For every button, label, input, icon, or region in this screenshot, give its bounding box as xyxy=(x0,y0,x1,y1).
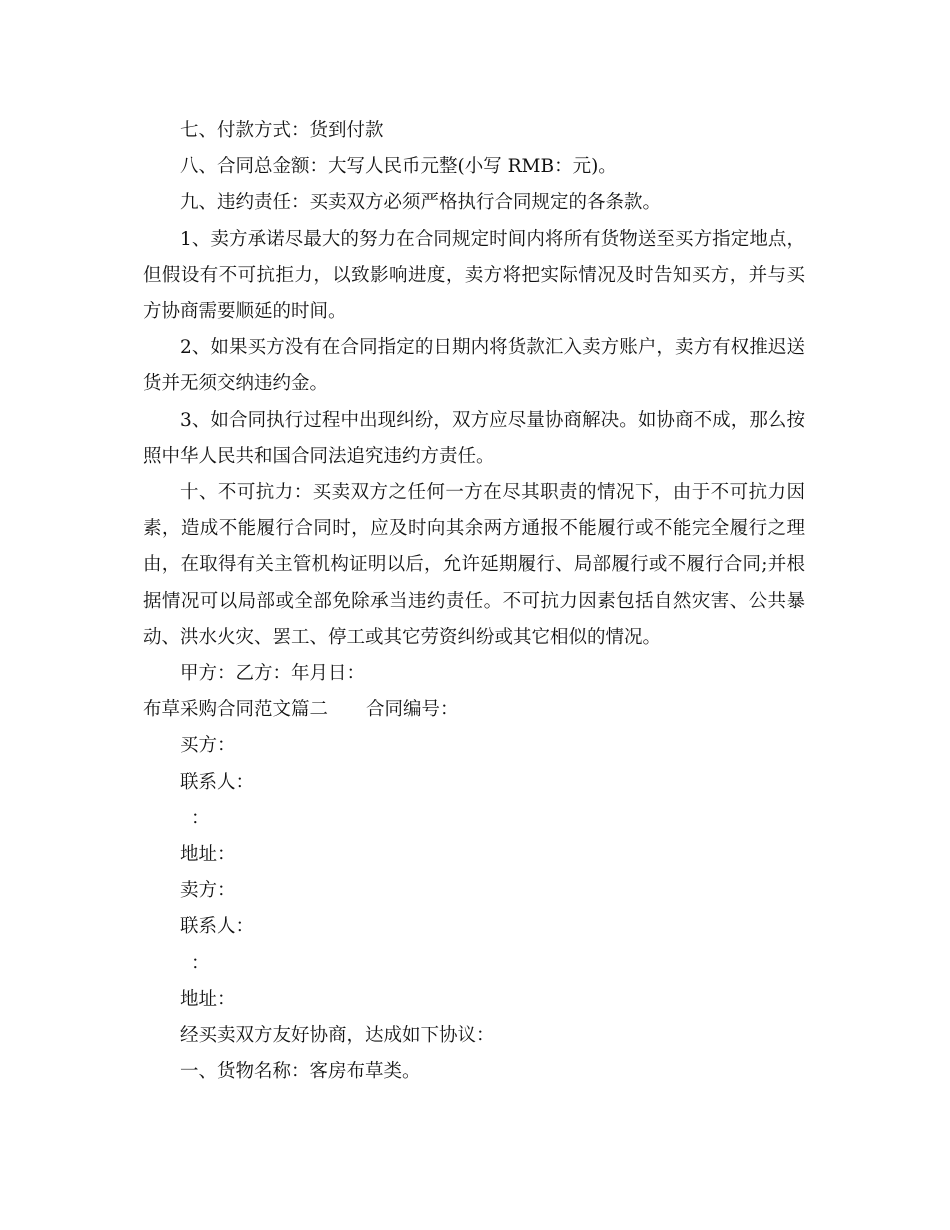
paragraph-signature-line: 甲方：乙方：年月日： xyxy=(180,663,366,685)
goods-name-item: 一、货物名称：客房布草类。 xyxy=(180,1061,421,1083)
paragraph-breach-item-2: 2、如果买方没有在合同指定的日期内将货款汇入卖方账户，卖方有权推迟送货并无须交纳违约金。 xyxy=(143,337,805,395)
buyer-colon-line: ： xyxy=(191,807,210,829)
buyer-label: 买方： xyxy=(180,735,236,757)
section-heading xyxy=(143,692,805,728)
seller-label: 卖方： xyxy=(180,880,236,902)
contract-number-label: 合同编号： xyxy=(366,699,459,721)
section-title: 布草采购合同范文篇二 xyxy=(143,699,329,721)
document-page xyxy=(143,113,805,1090)
paragraph-total-amount: 八、合同总金额：大写人民币元整(小写 RMB：元)。 xyxy=(180,156,617,178)
paragraph-payment-method: 七、付款方式：货到付款 xyxy=(180,120,384,141)
paragraph-breach-item-1: 1、卖方承诺尽最大的努力在合同规定时间内将所有货物送至买方指定地点，但假设有不可抗拒力，以致影响进度，卖方将把实际情况及时告知买方，并与买方协商需要顺延的时间。 xyxy=(143,228,805,323)
paragraph-breach-item-3: 3、如合同执行过程中出现纠纷，双方应尽量协商解决。如协商不成，那么按照中华人民共和国合同法追究违约方责任。 xyxy=(143,409,805,467)
buyer-address-label: 地址： xyxy=(180,844,236,866)
seller-colon-line: ： xyxy=(191,952,210,974)
paragraph-breach-liability: 九、违约责任：买卖双方必须严格执行合同规定的各条款。 xyxy=(180,192,662,214)
buyer-contact-label: 联系人： xyxy=(180,771,255,793)
seller-address-label: 地址： xyxy=(180,988,236,1010)
agreement-intro: 经买卖双方友好协商，达成如下协议： xyxy=(180,1025,495,1047)
paragraph-force-majeure: 十、不可抗力：买卖双方之任何一方在尽其职责的情况下，由于不可抗力因素，造成不能履行合同时，应及时向其余两方通报不能履行或不能完全履行之理由，在取得有关主管机构证明以后，允许延期履行、局部履行或不履行合同;并根据情况可以局部或全部免除承当违约责任。不可抗力因素包括自然灾害、公共暴动、洪水火灾、罢工、停工或其它劳资纠纷或其它相似的情况。 xyxy=(143,482,805,648)
seller-contact-label: 联系人： xyxy=(180,916,255,938)
